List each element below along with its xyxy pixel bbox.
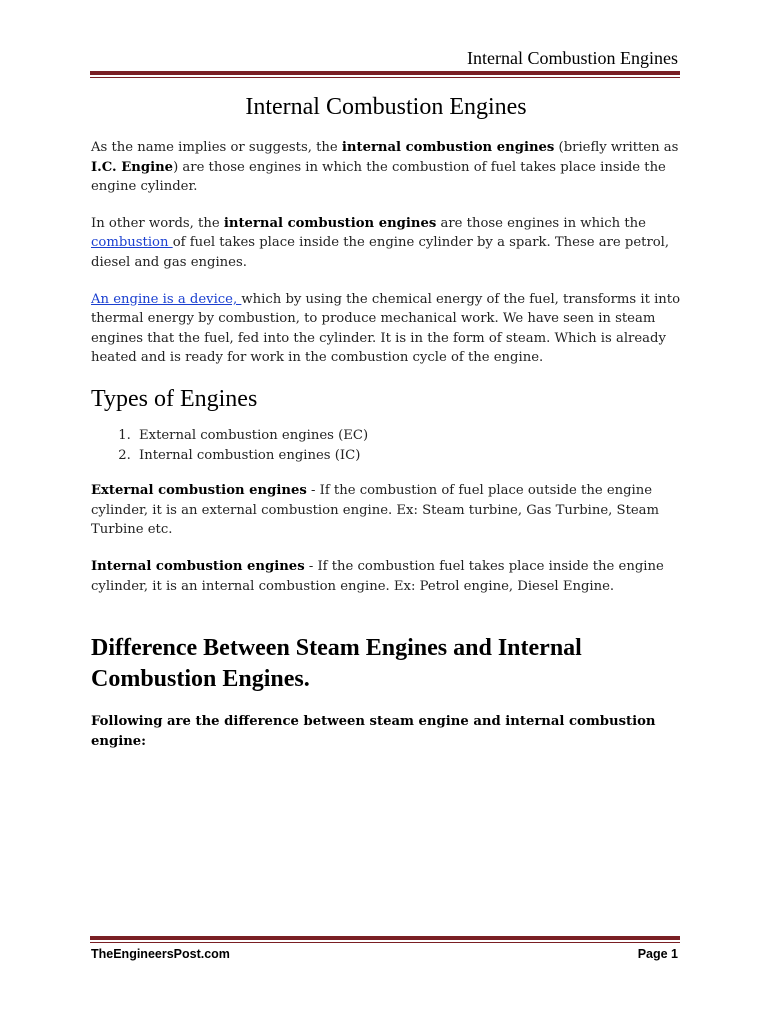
footer-page-number: Page 1 [637,947,678,961]
types-heading: Types of Engines [91,385,258,412]
text-run: In other words, the [91,215,224,231]
engine-device-link[interactable]: An engine is a device, [91,291,242,307]
text-run: are those engines in which the [436,215,646,231]
text-run: ) are those engines in which the combustion of fuel takes place inside the engine cylinder. [91,159,666,195]
bold-term: internal combustion engines [223,215,437,231]
text-run: (briefly written as [554,140,679,155]
header-rule-thin [90,77,680,78]
text-run: of fuel takes place inside the engine cylinder by a spark. These are petrol, diesel and gas engines. [91,235,670,270]
footer-rule-thick [90,936,680,940]
bold-term: Internal combustion engines [91,558,305,574]
difference-heading: Difference Between Steam Engines and Internal Combustion Engines. [91,635,582,693]
intro-paragraph-2 [91,214,681,273]
bold-term: External combustion engines [91,483,307,499]
header-rule-thick [90,71,680,75]
document-title: Internal Combustion Engines [245,94,527,120]
difference-lead: Following are the difference between steam engine and internal combustion engine: [91,714,656,749]
combustion-link[interactable]: combustion [91,235,173,251]
footer-rule-thin [90,942,680,943]
footer-site: TheEngineersPost.com [91,947,230,961]
text-run: As the name implies or suggests, the [91,140,342,155]
intro-paragraph-1 [91,138,681,197]
running-header: Internal Combustion Engines [467,48,678,68]
text-run: - If the combustion fuel takes place inside the engine cylinder, it is an internal combustion engine. Ex: Petrol engine, Diesel Engine. [91,558,664,594]
text-run: which by using the chemical energy of the fuel, transforms it into thermal energy by combustion, to produce mechanical work. We have seen in steam engines that the fuel, fed into the cylinder. It is in the form of steam. Which is already heated and is ready for work in the combustion cycle of the engine. [91,291,681,366]
engine-types-list [91,426,681,465]
bold-term: internal combustion engines [341,140,555,155]
internal-definition [91,557,681,596]
bold-term: I.C. Engine [91,159,174,175]
text-run: - If the combustion of fuel place outside the engine cylinder, it is an external combustion engine. Ex: Steam turbine, Gas Turbine, Steam Turbine etc. [91,483,660,538]
intro-paragraph-3 [91,290,681,368]
list-item: 2. Internal combustion engines (IC) [135,446,681,466]
document-body [91,92,681,768]
list-item: 1. External combustion engines (EC) [135,426,681,446]
external-definition [91,481,681,540]
